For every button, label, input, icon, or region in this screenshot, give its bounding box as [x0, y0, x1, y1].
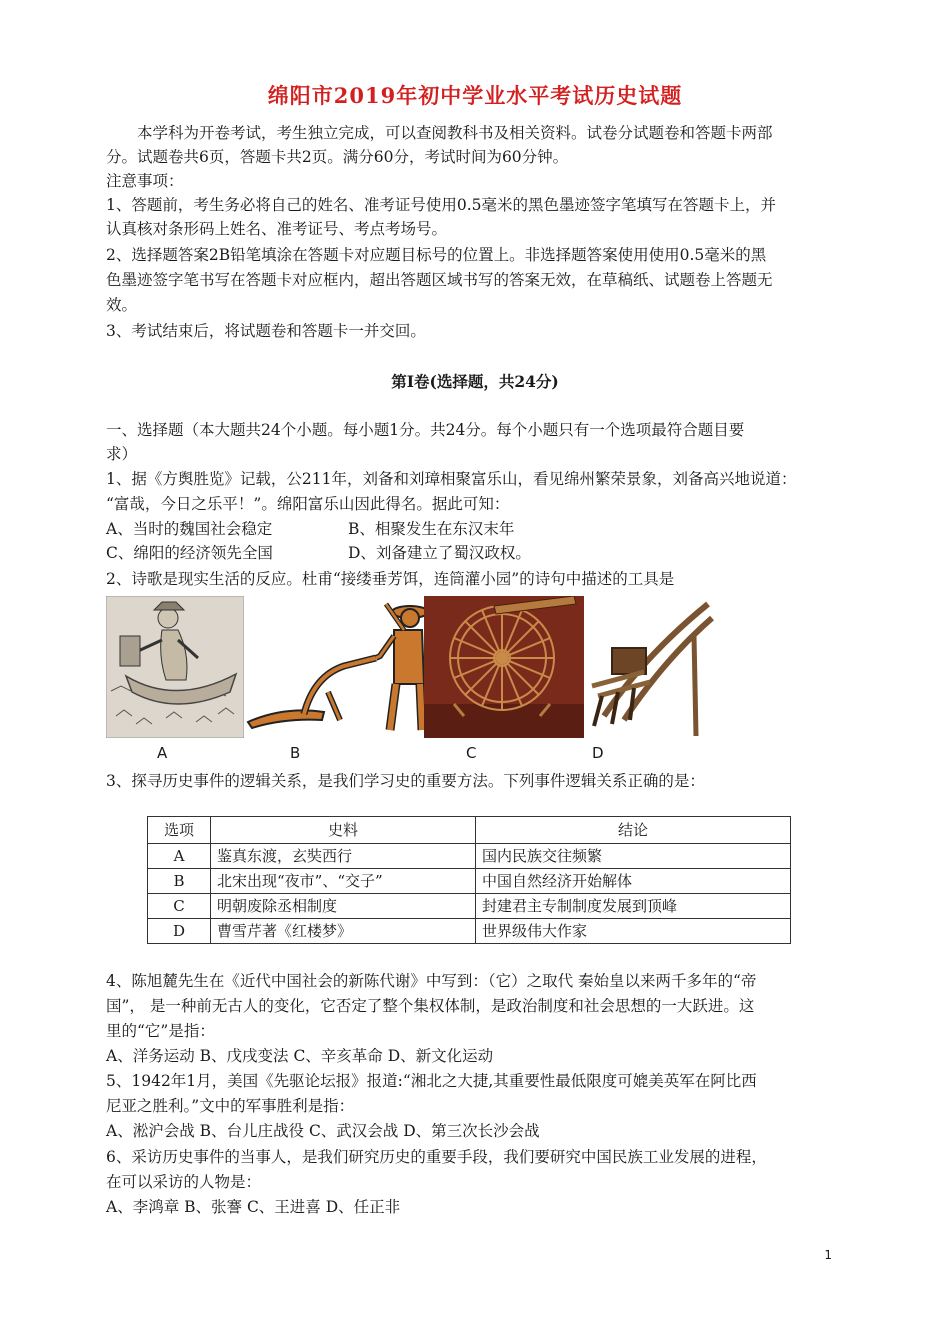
notes-heading: 注意事项： [106, 172, 184, 190]
section-title: 第Ⅰ卷(选择题，共24分) [391, 372, 559, 391]
table-row [148, 844, 791, 869]
note-1a: 1、答题前，考生务必将自己的姓名、准考证号使用0.5毫米的黑色墨迹签字笔填写在答题卡上，并 [106, 196, 777, 214]
table-cell: 世界级伟大作家 [476, 919, 791, 944]
table-header-conclusion: 结论 [476, 817, 791, 844]
q6-options: A、李鸿章 B、张謇 C、王进喜 D、任正非 [106, 1198, 401, 1216]
table-cell: 封建君主专制制度发展到顶峰 [476, 894, 791, 919]
q1-option-c: C、绵阳的经济领先全国 [106, 544, 273, 562]
q6-stem-1: 6、采访历史事件的当事人，是我们研究历史的重要手段，我们要研究中国民族工业发展的进程， [106, 1148, 767, 1166]
q5-stem-2: 尼亚之胜利。”文中的军事胜利是指： [106, 1097, 355, 1115]
q6-stem-2: 在可以采访的人物是： [106, 1173, 262, 1191]
note-3: 3、考试结束后，将试题卷和答题卡一并交回。 [106, 322, 426, 340]
q5-options: A、淞沪会战 B、台儿庄战役 C、武汉会战 D、第三次长沙会战 [106, 1122, 540, 1140]
figure-c-waterwheel [424, 596, 584, 738]
note-2c: 效。 [106, 296, 138, 314]
table-cell: 中国自然经济开始解体 [476, 869, 791, 894]
table-header-row [148, 817, 791, 844]
note-1b: 认真核对条形码上姓名、准考证号、考点考场号。 [106, 220, 448, 238]
figure-d-label: D [592, 744, 604, 762]
figure-d-seed-drill [584, 596, 714, 738]
figure-b-label: B [290, 744, 301, 762]
q2-stem: 2、诗歌是现实生活的反应。杜甫“接缕垂芳饵，连筒灌小园”的诗句中描述的工具是 [106, 570, 675, 588]
figure-c-label: C [466, 744, 477, 762]
q1-option-b: B、相聚发生在东汉末年 [348, 520, 515, 538]
q3-stem: 3、探寻历史事件的逻辑关系，是我们学习史的重要方法。下列事件逻辑关系正确的是： [106, 772, 705, 790]
page-title: 绵阳市2019年初中学业水平考试历史试题 [267, 83, 683, 108]
table-cell: 明朝废除丞相制度 [211, 894, 476, 919]
figure-a-woodcut [106, 596, 244, 738]
page-number: 1 [824, 1248, 832, 1262]
table-cell: 曹雪芹著《红楼梦》 [211, 919, 476, 944]
table-row [148, 894, 791, 919]
table-header-source: 史料 [211, 817, 476, 844]
q1-stem-1: 1、据《方舆胜览》记载，公211年，刘备和刘璋相聚富乐山，看见绵州繁荣景象，刘备高兴地说道： [106, 470, 797, 488]
table-cell: 北宋出现“夜市”、“交子” [211, 869, 476, 894]
table-cell: 国内民族交往频繁 [476, 844, 791, 869]
figure-b-plough [244, 596, 424, 738]
q5-stem-1: 5、1942年1月，美国《先驱论坛报》报道:“湘北之大捷,其重要性最低限度可媲美英军在阿比西 [106, 1072, 757, 1090]
table-cell: 鉴真东渡，玄奘西行 [211, 844, 476, 869]
table-cell: A [148, 844, 211, 869]
q1-option-a: A、当时的魏国社会稳定 [106, 520, 273, 538]
q4-stem-3: 里的“它”是指： [106, 1022, 215, 1040]
part1-line-1: 一、选择题（本大题共24个小题。每小题1分。共24分。每个小题只有一个选项最符合题目要 [106, 421, 745, 439]
part1-line-2: 求） [106, 445, 138, 463]
table-row [148, 869, 791, 894]
table-cell: B [148, 869, 211, 894]
table-cell: C [148, 894, 211, 919]
table-cell: D [148, 919, 211, 944]
table-header-option: 选项 [148, 817, 211, 844]
table-row [148, 919, 791, 944]
figure-a-label: A [157, 744, 168, 762]
q3-table [147, 816, 791, 944]
note-2b: 色墨迹签字笔书写在答题卡对应框内，超出答题区域书写的答案无效，在草稿纸、试题卷上答题无 [106, 271, 773, 289]
note-2a: 2、选择题答案2B铅笔填涂在答题卡对应题目标号的位置上。非选择题答案使用使用0.5毫米的黑 [106, 246, 767, 264]
q4-stem-2: 国”， 是一种前无古人的变化，它否定了整个集权体制，是政治制度和社会思想的一大跃进。这 [106, 997, 755, 1015]
q1-option-d: D、刘备建立了蜀汉政权。 [348, 544, 531, 562]
q1-stem-2: “富哉，今日之乐平！”。绵阳富乐山因此得名。据此可知： [106, 495, 510, 513]
q4-stem-1: 4、陈旭麓先生在《近代中国社会的新陈代谢》中写到：（它）之取代 秦始皇以来两千多年的“帝 [106, 972, 757, 990]
intro-line-2: 分。试题卷共6页，答题卡共2页。满分60分，考试时间为60分钟。 [106, 148, 569, 166]
q4-options: A、洋务运动 B、戊戌变法 C、辛亥革命 D、新文化运动 [106, 1047, 494, 1065]
intro-line-1: 本学科为开卷考试，考生独立完成，可以查阅教科书及相关资料。试卷分试题卷和答题卡两部 [137, 124, 773, 142]
